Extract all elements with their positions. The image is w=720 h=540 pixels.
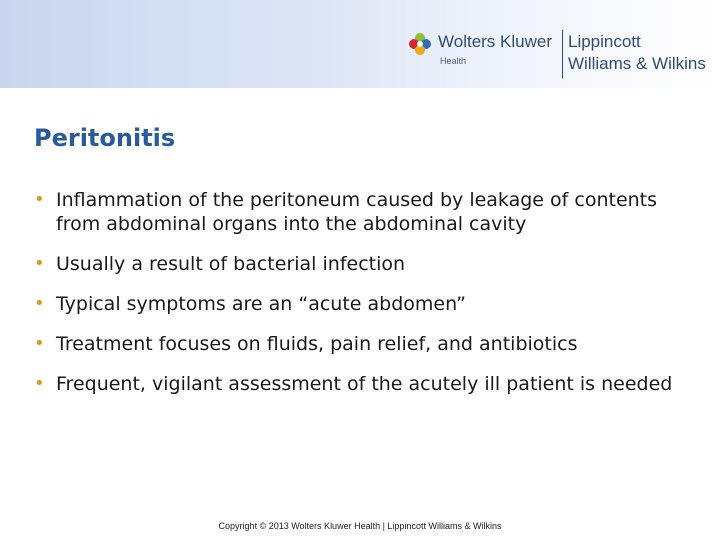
bullet-item [30,252,700,276]
bullet-item [30,188,700,236]
bullet-item [30,372,700,396]
bullet-dot-icon: • [34,293,45,314]
bullet-text: Treatment focuses on fluids, pain relief, and antibiotics [56,333,578,355]
bullet-item [30,292,700,316]
bullet-dot-icon: • [34,333,45,354]
bullet-item [30,332,700,356]
bullet-text: Frequent, vigilant assessment of the acutely ill patient is needed [56,373,673,395]
logo-divider [562,30,563,78]
logo-brand-text: Wolters Kluwer [438,32,552,51]
wolters-kluwer-logo-icon [406,30,434,58]
slide-title: Peritonitis [34,124,176,152]
copyright-footer: Copyright © 2013 Wolters Kluwer Health | Lippincott Williams & Wilkins [218,521,502,531]
bullet-list [30,188,700,412]
bullet-dot-icon: • [34,189,45,210]
bullet-text: Inflammation of the peritoneum caused by leakage of contents from abdominal organs into the abdominal cavity [56,189,658,235]
publisher-logo [404,26,716,82]
logo-imprint-line1: Lippincott [568,32,641,51]
bullet-text: Typical symptoms are an “acute abdomen” [56,293,466,315]
bullet-text: Usually a result of bacterial infection [56,253,406,275]
bullet-dot-icon: • [34,373,45,394]
logo-imprint-line2: Williams & Wilkins [568,54,706,73]
logo-division-text: Health [440,56,467,66]
bullet-dot-icon: • [34,253,45,274]
